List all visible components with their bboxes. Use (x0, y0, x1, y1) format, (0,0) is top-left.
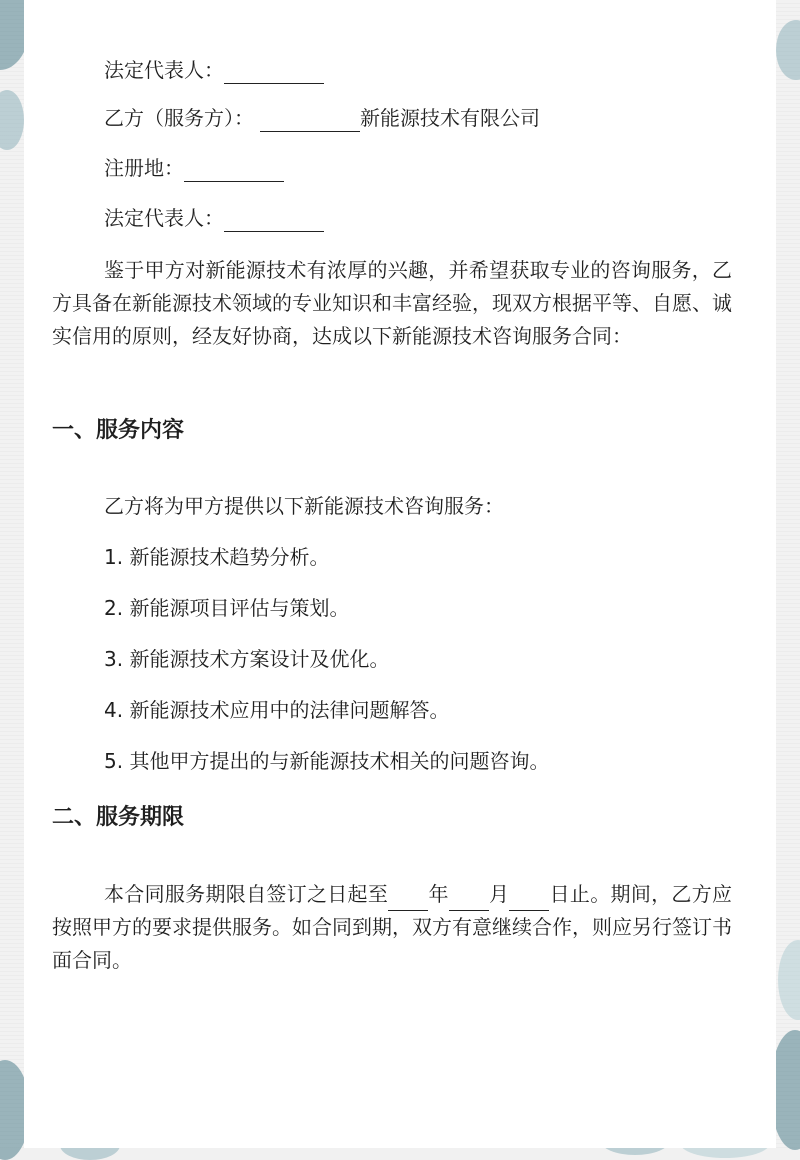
party-b-name-blank (260, 109, 360, 132)
party-a-legal-rep-label: 法定代表人： (104, 58, 224, 82)
party-b-legal-rep-label: 法定代表人： (104, 206, 224, 230)
party-a-legal-rep-blank (224, 61, 324, 84)
party-b-line (104, 104, 540, 132)
section-1-title: 一、服务内容 (52, 418, 185, 443)
party-b-legal-rep-blank (224, 209, 324, 232)
service-term-paragraph (52, 878, 732, 977)
day-blank (509, 890, 549, 911)
month-label: 月 (488, 882, 510, 906)
list-item: 1. 新能源技术趋势分析。 (104, 545, 330, 569)
party-b-legal-rep (104, 204, 324, 232)
year-blank (388, 890, 428, 911)
party-b-label: 乙方（服务方）： (104, 106, 254, 130)
preamble-paragraph: 鉴于甲方对新能源技术有浓厚的兴趣，并希望获取专业的咨询服务，乙方具备在新能源技术领域的专业知识和丰富经验，现双方根据平等、自愿、诚实信用的原则，经友好协商，达成以下新能源技术咨询服务合同： (52, 258, 732, 348)
list-item: 5. 其他甲方提出的与新能源技术相关的问题咨询。 (104, 749, 550, 773)
party-b-address-blank (184, 159, 284, 182)
party-b-company-suffix: 新能源技术有限公司 (360, 106, 540, 130)
party-b-address-label: 注册地： (104, 156, 184, 180)
section-1-intro: 乙方将为甲方提供以下新能源技术咨询服务： (104, 494, 504, 518)
term-text-end: 日止。期间，乙方应按照甲方的要求提供服务。如合同到期，双方有意继续合作，则应另行签订书面合同。 (52, 882, 733, 972)
document-page (24, 0, 776, 1148)
year-label: 年 (428, 882, 449, 906)
month-blank (449, 890, 489, 911)
party-b-address (104, 154, 284, 182)
list-item: 2. 新能源项目评估与策划。 (104, 596, 350, 620)
term-text-start: 本合同服务期限自签订之日起至 (104, 882, 389, 906)
list-item: 3. 新能源技术方案设计及优化。 (104, 647, 390, 671)
list-item: 4. 新能源技术应用中的法律问题解答。 (104, 698, 450, 722)
section-2-title: 二、服务期限 (52, 805, 185, 830)
party-a-legal-rep (104, 56, 324, 84)
